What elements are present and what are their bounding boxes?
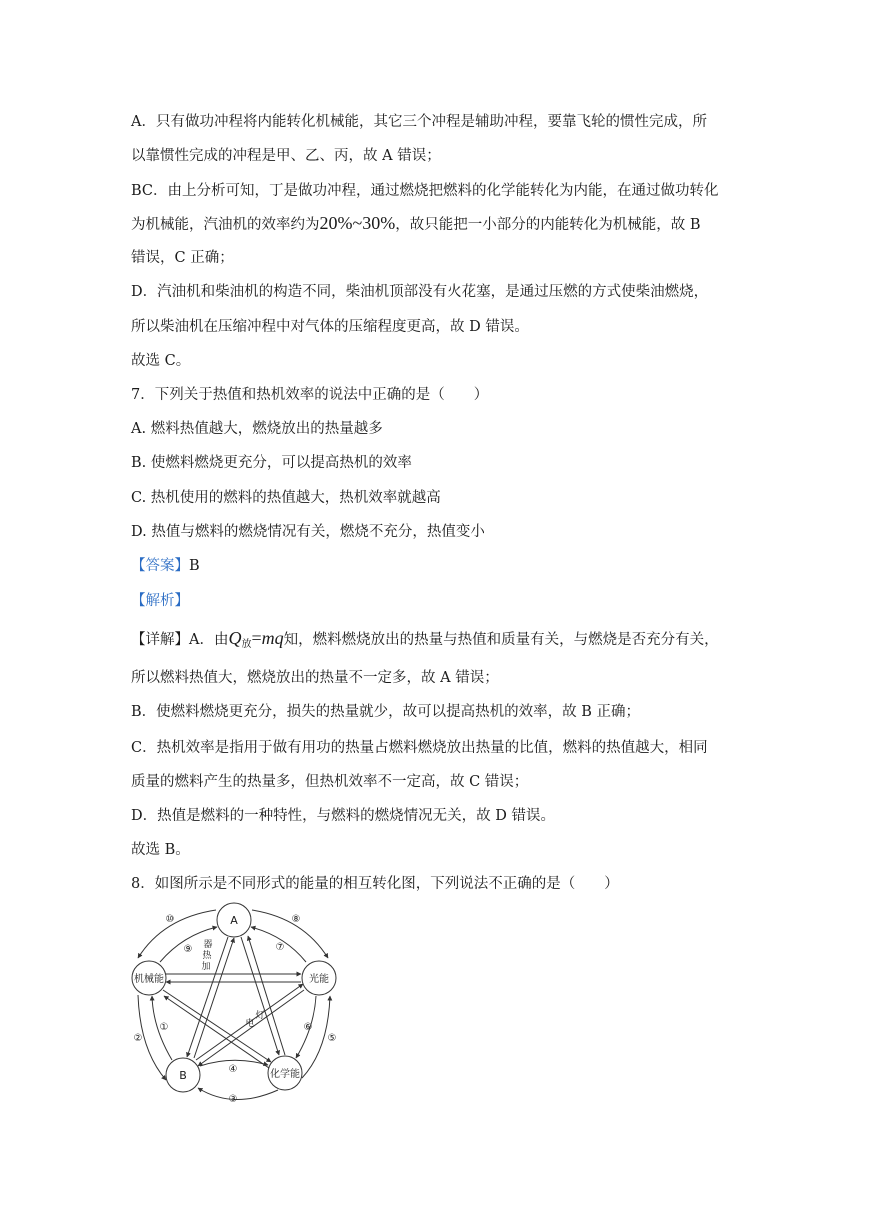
q7-detail-d: D．热值是燃料的一种特性，与燃料的燃烧情况无关，故 D 错误。 [131, 808, 555, 824]
detail-tag: 【详解】 [131, 632, 189, 648]
analysis-tag: 【解析】 [131, 593, 189, 609]
formula-q: Q [228, 628, 242, 648]
label-1: ① [159, 1022, 169, 1033]
q7-detail-a-post: 知，燃料燃烧放出的热量与热值和质量有关，与燃烧是否充分有关， [283, 632, 719, 648]
formula-rhs: mq [261, 628, 284, 648]
label-6: ⑥ [303, 1022, 313, 1033]
arrow-8 [252, 910, 328, 958]
node-chemical-label: 化学能 [270, 1069, 300, 1080]
heater-char-1: 器 [203, 940, 213, 950]
efficiency-range: 20%~30% [319, 213, 396, 233]
node-mechanical-label: 机械能 [134, 974, 164, 985]
q7-option-a: A. 燃料热值越大，燃烧放出的热量越多 [131, 421, 383, 437]
q7-conclusion: 故选 B。 [131, 842, 190, 858]
heater-char-3: 加 [201, 962, 211, 972]
label-10: ⑩ [165, 914, 175, 925]
q6-analysis-bc-line2 [131, 213, 701, 235]
q7-detail-c-line1: C．热机效率是指用于做有用功的热量占燃料燃烧放出热量的比值，燃料的热值越大，相同 [131, 740, 708, 756]
q7-answer [131, 556, 200, 576]
label-4: ④ [228, 1064, 238, 1075]
arrow-3 [198, 1088, 278, 1100]
node-b-label: B [179, 1069, 187, 1082]
q8-stem: 8．如图所示是不同形式的能量的相互转化图，下列说法不正确的是（ ） [131, 876, 619, 892]
label-5: ⑤ [327, 1033, 337, 1044]
arrow-a-to-chem [241, 937, 279, 1055]
q6-bc-text-post: ，故只能把一小部分的内能转化为机械能，故 B [395, 217, 701, 233]
label-8: ⑧ [291, 914, 301, 925]
label-3: ③ [228, 1094, 238, 1105]
q7-option-c: C. 热机使用的燃料的热值越大，热机效率就越高 [131, 490, 441, 506]
q6-analysis-a-line2: 以靠惯性完成的冲程是甲、乙、丙，故 A 错误； [131, 148, 441, 164]
formula-subscript: 放 [241, 639, 252, 650]
q6-analysis-d-line2: 所以柴油机在压缩冲程中对气体的压缩程度更高，故 D 错误。 [131, 319, 529, 335]
arrow-mech-to-chem [163, 990, 271, 1062]
arrow-chem-to-a [248, 936, 285, 1055]
arrow-chem-to-mech [164, 996, 269, 1068]
q6-analysis-a-line1: A．只有做功冲程将内能转化机械能，其它三个冲程是辅助冲程，要靠飞轮的惯性完成，所 [131, 114, 707, 130]
lamp-char-2: 电 [245, 1019, 255, 1029]
label-7: ⑦ [275, 942, 285, 953]
q7-option-b: B. 使燃料燃烧更充分，可以提高热机的效率 [131, 455, 412, 471]
q7-stem: 7．下列关于热值和热机效率的说法中正确的是（ ） [131, 387, 489, 403]
q7-detail-a-line1 [131, 628, 719, 655]
label-9: ⑨ [183, 944, 193, 955]
q7-detail-a-line2: 所以燃料热值大，燃烧放出的热量不一定多，故 A 错误； [131, 670, 499, 686]
lamp-char-1: 灯 [255, 1011, 265, 1021]
node-a-label: A [230, 914, 238, 927]
q6-conclusion: 故选 C。 [131, 353, 191, 369]
label-2: ② [133, 1033, 143, 1044]
q6-analysis-bc-line1: BC．由上分析可知，丁是做功冲程，通过燃烧把燃料的化学能转化为内能，在通过做功转化 [131, 183, 719, 199]
energy-conversion-diagram [128, 900, 343, 1105]
heater-char-2: 热 [202, 951, 212, 961]
answer-value: B [189, 558, 200, 574]
node-light-label: 光能 [309, 974, 329, 985]
q6-bc-text-pre: 为机械能，汽油机的效率约为 [131, 217, 320, 233]
q7-detail-c-line2: 质量的燃料产生的热量多，但热机效率不一定高，故 C 错误； [131, 774, 529, 790]
q6-analysis-bc-line3: 错误，C 正确； [131, 250, 234, 266]
formula-equals: = [251, 628, 262, 648]
q7-option-d: D. 热值与燃料的燃烧情况有关，燃烧不充分，热值变小 [131, 524, 485, 540]
q7-detail-a-pre: A．由 [189, 632, 229, 648]
answer-tag: 【答案】 [131, 558, 189, 574]
q6-analysis-d-line1: D．汽油机和柴油机的构造不同，柴油机顶部没有火花塞，是通过压燃的方式使柴油燃烧， [131, 284, 709, 300]
q7-detail-b: B．使燃料燃烧更充分，损失的热量就少，故可以提高热机的效率，故 B 正确； [131, 704, 641, 720]
